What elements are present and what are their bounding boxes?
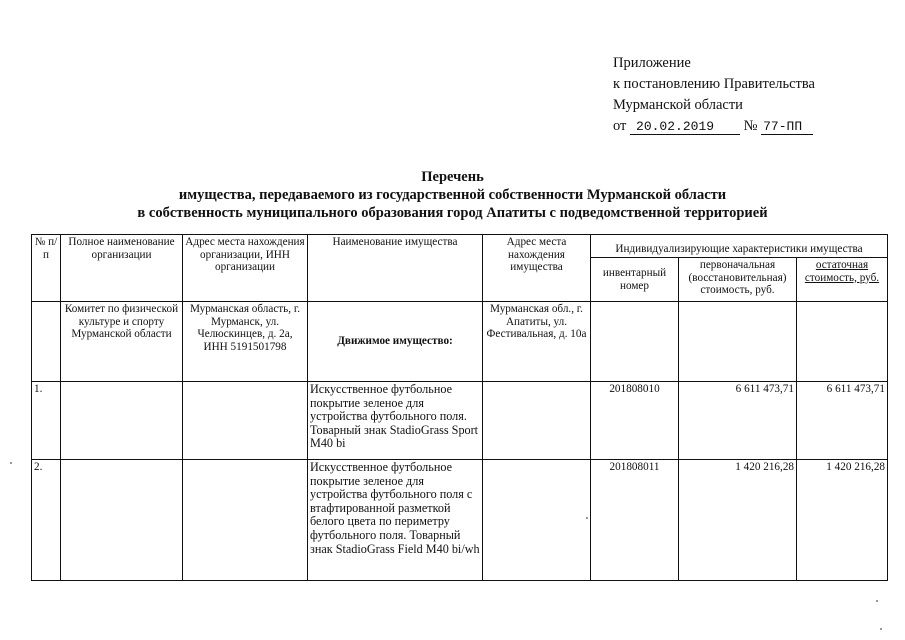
document-title <box>0 168 905 222</box>
header-characteristics: Индивидуализирующие характеристики имущества <box>591 235 888 258</box>
header-residual-cost <box>797 258 888 302</box>
appendix-line-3: Мурманской области <box>613 97 743 113</box>
property-label: Движимое имущество: <box>337 335 453 348</box>
appendix-line-2: к постановлению Правительства <box>613 76 815 92</box>
scan-speck <box>586 517 588 519</box>
row-residual-cost: 6 611 473,71 <box>797 382 888 460</box>
row-num: 1. <box>32 382 61 460</box>
number-prefix: № <box>743 118 758 134</box>
row-property-name: Искусственное футбольное покрытие зеленое для устройства футбольного поля с втафтированной разметкой белого цвета по периметру футбольного поля. Товарный знак StadioGrass Field M40 bi/wh <box>308 460 483 581</box>
row-residual-cost: 1 420 216,28 <box>797 460 888 581</box>
decree-date: 20.02.2019 <box>636 119 715 134</box>
appendix-line-1: Приложение <box>613 55 691 71</box>
row-inventory: 201808010 <box>591 382 679 460</box>
row-property-name: Искусственное футбольное покрытие зеленое для устройства футбольного поля. Товарный знак StadioGrass Sport M40 bi <box>308 382 483 460</box>
org-address: Мурманская область, г. Мурманск, ул. Челюскинцев, д. 2а, ИНН 5191501798 <box>183 302 308 382</box>
header-org-name: Полное наименование организации <box>61 235 183 302</box>
scan-speck <box>876 600 878 602</box>
appendix-block <box>613 53 815 137</box>
date-prefix: от <box>613 118 627 134</box>
header-row-1 <box>32 235 888 258</box>
table-row <box>32 460 888 581</box>
header-num: № п/п <box>32 235 61 302</box>
scan-speck <box>10 462 12 464</box>
property-table <box>31 234 888 581</box>
row-num: 2. <box>32 460 61 581</box>
org-row <box>32 302 888 382</box>
appendix-date-line <box>613 116 815 137</box>
property-label-cell <box>308 302 483 382</box>
scan-speck <box>880 628 882 630</box>
header-org-address: Адрес места нахождения организации, ИНН организации <box>183 235 308 302</box>
header-property-name: Наименование имущества <box>308 235 483 302</box>
row-initial-cost: 6 611 473,71 <box>679 382 797 460</box>
row-initial-cost: 1 420 216,28 <box>679 460 797 581</box>
title-line-1: Перечень <box>421 169 484 185</box>
title-line-2: имущества, передаваемого из государственной собственности Мурманской области <box>178 187 727 203</box>
title-line-3: в собственность муниципального образования город Апатиты с подведомственной территорией <box>137 205 768 221</box>
org-name: Комитет по физической культуре и спорту Мурманской области <box>61 302 183 382</box>
property-address: Мурманская обл., г. Апатиты, ул. Фестивальная, д. 10а <box>483 302 591 382</box>
row-inventory: 201808011 <box>591 460 679 581</box>
table-row <box>32 382 888 460</box>
decree-number: 77-ПП <box>763 119 803 134</box>
header-initial-cost: первоначальная (восстановительная) стоимость, руб. <box>679 258 797 302</box>
header-property-address: Адрес места нахождения имущества <box>483 235 591 302</box>
header-inventory: инвентарный номер <box>591 258 679 302</box>
header-residual-cost-text: остаточная стоимость, руб. <box>804 259 880 284</box>
